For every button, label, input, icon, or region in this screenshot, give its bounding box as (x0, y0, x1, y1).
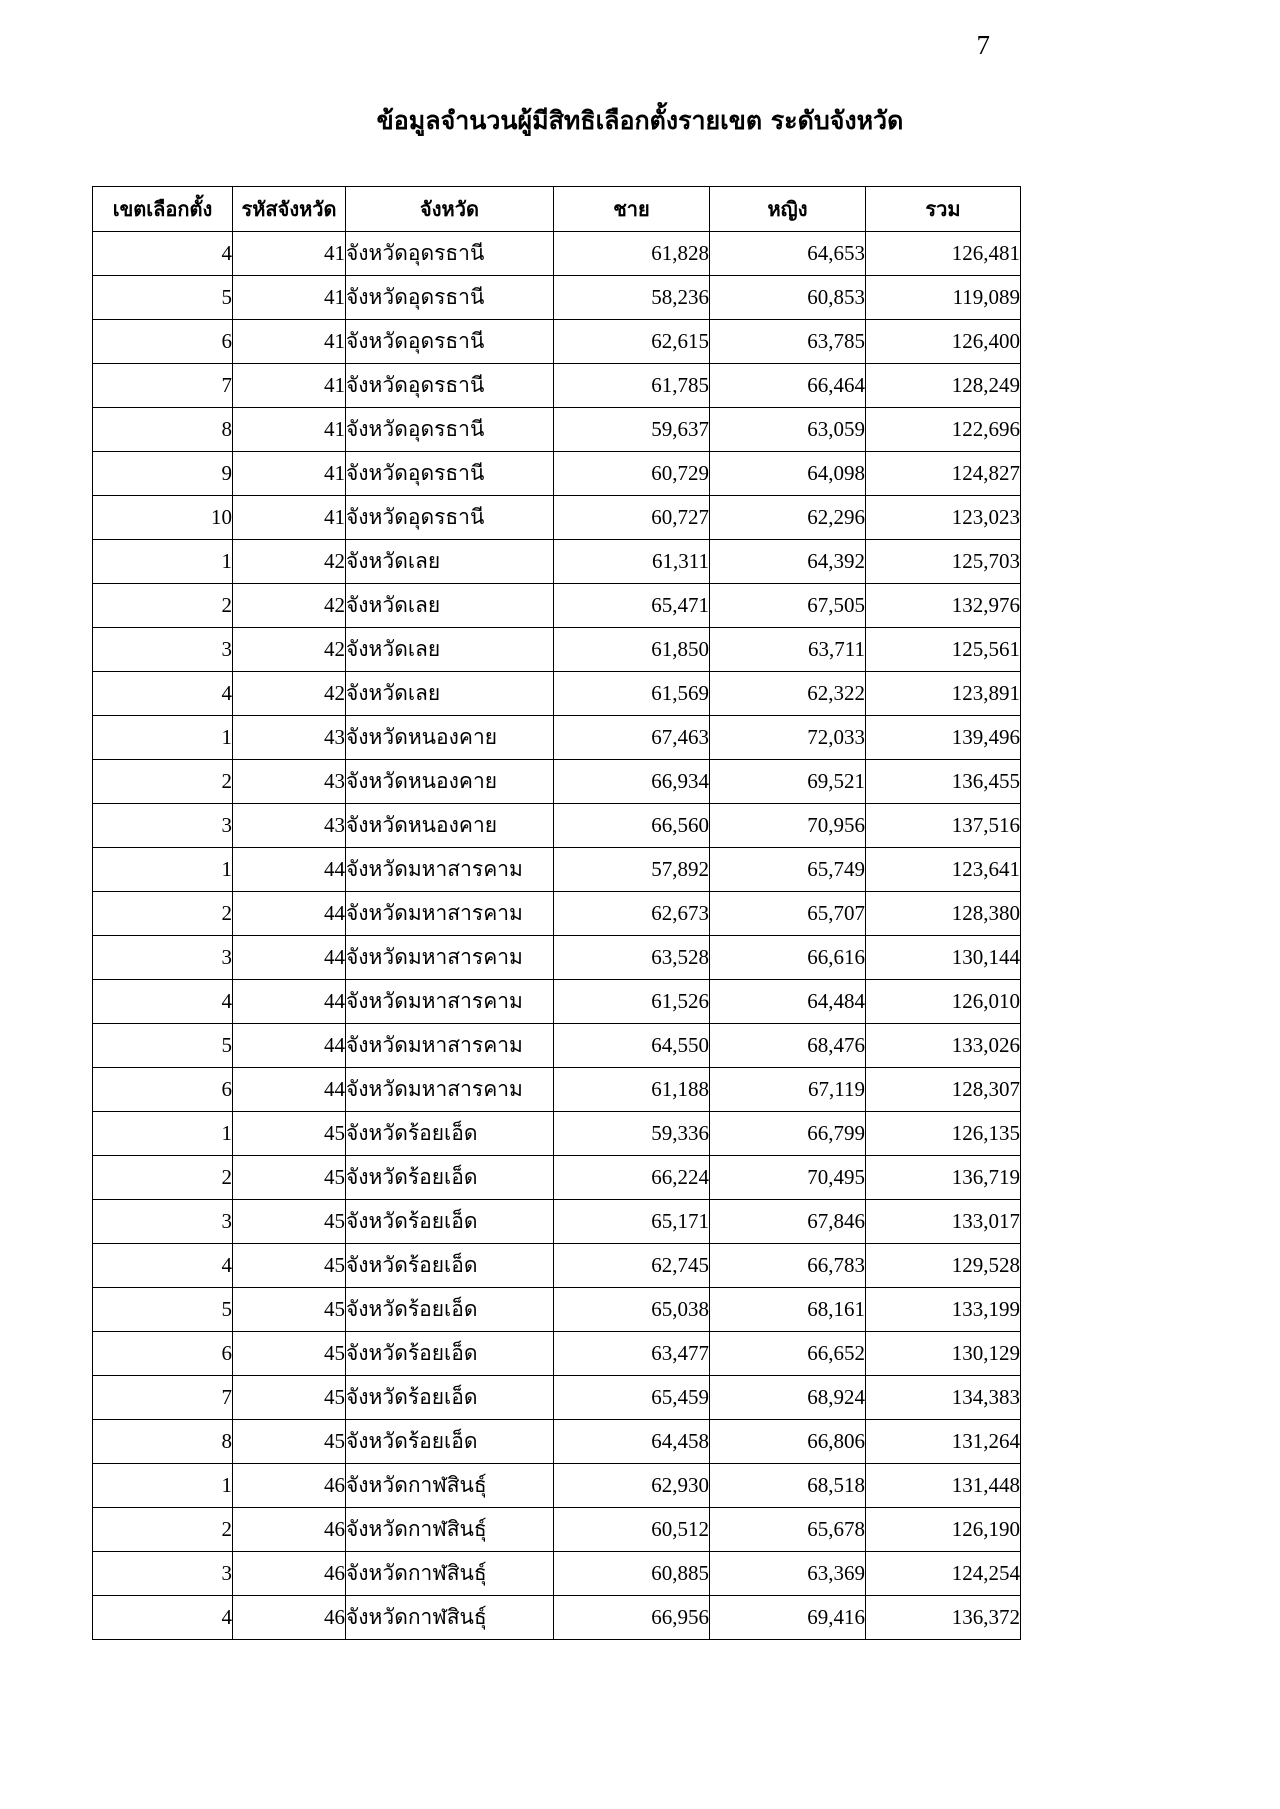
cell-province: จังหวัดอุดรธานี (346, 232, 554, 276)
table-body (93, 232, 1021, 1640)
table-row (93, 1508, 1021, 1552)
cell-total: 123,023 (866, 496, 1021, 540)
cell-total: 134,383 (866, 1376, 1021, 1420)
cell-district: 3 (93, 628, 233, 672)
cell-province: จังหวัดร้อยเอ็ด (346, 1376, 554, 1420)
cell-province: จังหวัดกาฬสินธุ์ (346, 1508, 554, 1552)
cell-province_code: 43 (233, 716, 346, 760)
cell-female: 63,369 (710, 1552, 866, 1596)
table-row (93, 584, 1021, 628)
cell-total: 128,249 (866, 364, 1021, 408)
table-row (93, 1112, 1021, 1156)
cell-province: จังหวัดอุดรธานี (346, 408, 554, 452)
table-row (93, 1024, 1021, 1068)
cell-district: 5 (93, 1288, 233, 1332)
cell-female: 66,806 (710, 1420, 866, 1464)
cell-district: 5 (93, 276, 233, 320)
cell-female: 64,392 (710, 540, 866, 584)
table-row (93, 1420, 1021, 1464)
cell-province: จังหวัดร้อยเอ็ด (346, 1288, 554, 1332)
cell-male: 60,512 (554, 1508, 710, 1552)
cell-district: 1 (93, 540, 233, 584)
cell-province: จังหวัดมหาสารคาม (346, 936, 554, 980)
cell-female: 62,296 (710, 496, 866, 540)
cell-male: 61,311 (554, 540, 710, 584)
table-row (93, 232, 1021, 276)
table-row (93, 364, 1021, 408)
cell-male: 61,850 (554, 628, 710, 672)
cell-female: 63,711 (710, 628, 866, 672)
cell-province_code: 45 (233, 1200, 346, 1244)
table-row (93, 540, 1021, 584)
cell-district: 4 (93, 1596, 233, 1640)
cell-total: 125,561 (866, 628, 1021, 672)
cell-district: 8 (93, 1420, 233, 1464)
table-row (93, 1464, 1021, 1508)
cell-district: 2 (93, 760, 233, 804)
cell-province: จังหวัดหนองคาย (346, 760, 554, 804)
cell-district: 4 (93, 980, 233, 1024)
cell-male: 60,727 (554, 496, 710, 540)
cell-province_code: 45 (233, 1156, 346, 1200)
cell-province_code: 45 (233, 1376, 346, 1420)
cell-total: 126,010 (866, 980, 1021, 1024)
cell-male: 61,188 (554, 1068, 710, 1112)
cell-male: 59,637 (554, 408, 710, 452)
cell-total: 126,481 (866, 232, 1021, 276)
cell-province: จังหวัดร้อยเอ็ด (346, 1332, 554, 1376)
cell-total: 123,891 (866, 672, 1021, 716)
cell-female: 64,098 (710, 452, 866, 496)
table-row (93, 892, 1021, 936)
cell-province_code: 41 (233, 232, 346, 276)
cell-female: 67,846 (710, 1200, 866, 1244)
cell-province_code: 44 (233, 980, 346, 1024)
cell-district: 6 (93, 320, 233, 364)
cell-male: 61,828 (554, 232, 710, 276)
table-row (93, 1244, 1021, 1288)
cell-female: 65,707 (710, 892, 866, 936)
page-title: ข้อมูลจำนวนผู้มีสิทธิเลือกตั้งรายเขต ระดับจังหวัด (376, 106, 904, 135)
table-row (93, 1156, 1021, 1200)
cell-province_code: 43 (233, 760, 346, 804)
cell-province: จังหวัดมหาสารคาม (346, 1024, 554, 1068)
cell-province: จังหวัดมหาสารคาม (346, 892, 554, 936)
cell-male: 62,673 (554, 892, 710, 936)
table-row (93, 1552, 1021, 1596)
cell-province: จังหวัดเลย (346, 672, 554, 716)
table-row (93, 408, 1021, 452)
cell-total: 119,089 (866, 276, 1021, 320)
cell-total: 130,144 (866, 936, 1021, 980)
cell-male: 65,471 (554, 584, 710, 628)
cell-female: 64,484 (710, 980, 866, 1024)
cell-female: 60,853 (710, 276, 866, 320)
cell-total: 132,976 (866, 584, 1021, 628)
cell-total: 136,719 (866, 1156, 1021, 1200)
cell-province: จังหวัดอุดรธานี (346, 364, 554, 408)
cell-province_code: 42 (233, 672, 346, 716)
cell-total: 129,528 (866, 1244, 1021, 1288)
column-header-province-code: รหัสจังหวัด (233, 187, 346, 232)
cell-district: 8 (93, 408, 233, 452)
cell-district: 4 (93, 232, 233, 276)
cell-total: 128,380 (866, 892, 1021, 936)
table-row (93, 716, 1021, 760)
cell-male: 66,956 (554, 1596, 710, 1640)
cell-district: 6 (93, 1068, 233, 1112)
cell-total: 126,400 (866, 320, 1021, 364)
cell-province: จังหวัดเลย (346, 584, 554, 628)
table-row (93, 760, 1021, 804)
cell-male: 65,171 (554, 1200, 710, 1244)
cell-district: 4 (93, 1244, 233, 1288)
cell-male: 62,930 (554, 1464, 710, 1508)
cell-province: จังหวัดอุดรธานี (346, 452, 554, 496)
cell-province_code: 45 (233, 1332, 346, 1376)
cell-province_code: 41 (233, 364, 346, 408)
cell-female: 66,464 (710, 364, 866, 408)
cell-male: 62,745 (554, 1244, 710, 1288)
cell-male: 61,526 (554, 980, 710, 1024)
cell-female: 63,059 (710, 408, 866, 452)
cell-female: 70,956 (710, 804, 866, 848)
cell-male: 64,550 (554, 1024, 710, 1068)
cell-district: 7 (93, 1376, 233, 1420)
cell-district: 10 (93, 496, 233, 540)
table-row (93, 1200, 1021, 1244)
cell-province_code: 46 (233, 1552, 346, 1596)
cell-female: 65,749 (710, 848, 866, 892)
cell-male: 61,569 (554, 672, 710, 716)
cell-female: 68,518 (710, 1464, 866, 1508)
table-row (93, 320, 1021, 364)
cell-province: จังหวัดหนองคาย (346, 716, 554, 760)
cell-province: จังหวัดอุดรธานี (346, 320, 554, 364)
cell-district: 3 (93, 1552, 233, 1596)
cell-district: 3 (93, 936, 233, 980)
cell-male: 64,458 (554, 1420, 710, 1464)
cell-male: 60,729 (554, 452, 710, 496)
cell-province_code: 45 (233, 1112, 346, 1156)
cell-province_code: 44 (233, 848, 346, 892)
column-header-female: หญิง (710, 187, 866, 232)
cell-female: 65,678 (710, 1508, 866, 1552)
table-row (93, 804, 1021, 848)
cell-total: 123,641 (866, 848, 1021, 892)
table-row (93, 496, 1021, 540)
column-header-male: ชาย (554, 187, 710, 232)
cell-district: 1 (93, 716, 233, 760)
cell-province_code: 41 (233, 276, 346, 320)
cell-province: จังหวัดร้อยเอ็ด (346, 1156, 554, 1200)
cell-female: 62,322 (710, 672, 866, 716)
cell-district: 7 (93, 364, 233, 408)
cell-district: 2 (93, 892, 233, 936)
cell-total: 122,696 (866, 408, 1021, 452)
column-header-total: รวม (866, 187, 1021, 232)
cell-female: 63,785 (710, 320, 866, 364)
cell-total: 125,703 (866, 540, 1021, 584)
cell-male: 63,477 (554, 1332, 710, 1376)
cell-province_code: 41 (233, 320, 346, 364)
cell-total: 124,827 (866, 452, 1021, 496)
cell-female: 69,521 (710, 760, 866, 804)
cell-male: 65,459 (554, 1376, 710, 1420)
table-row (93, 452, 1021, 496)
cell-total: 128,307 (866, 1068, 1021, 1112)
cell-male: 63,528 (554, 936, 710, 980)
voter-table-container (92, 186, 1020, 1640)
cell-province: จังหวัดร้อยเอ็ด (346, 1420, 554, 1464)
cell-district: 1 (93, 848, 233, 892)
cell-province_code: 43 (233, 804, 346, 848)
cell-total: 136,372 (866, 1596, 1021, 1640)
cell-district: 5 (93, 1024, 233, 1068)
cell-male: 62,615 (554, 320, 710, 364)
cell-province: จังหวัดกาฬสินธุ์ (346, 1596, 554, 1640)
cell-total: 126,135 (866, 1112, 1021, 1156)
page-number: 7 (976, 30, 990, 60)
cell-female: 66,652 (710, 1332, 866, 1376)
cell-total: 126,190 (866, 1508, 1021, 1552)
cell-male: 66,934 (554, 760, 710, 804)
cell-male: 66,560 (554, 804, 710, 848)
table-row (93, 276, 1021, 320)
cell-province_code: 44 (233, 1024, 346, 1068)
cell-province_code: 41 (233, 452, 346, 496)
table-row (93, 936, 1021, 980)
table-header-row (93, 187, 1021, 232)
cell-province: จังหวัดอุดรธานี (346, 496, 554, 540)
cell-female: 70,495 (710, 1156, 866, 1200)
cell-male: 58,236 (554, 276, 710, 320)
table-header (93, 187, 1021, 232)
cell-province: จังหวัดมหาสารคาม (346, 1068, 554, 1112)
cell-female: 66,616 (710, 936, 866, 980)
cell-district: 2 (93, 1508, 233, 1552)
cell-total: 139,496 (866, 716, 1021, 760)
cell-total: 130,129 (866, 1332, 1021, 1376)
cell-province_code: 42 (233, 584, 346, 628)
table-row (93, 980, 1021, 1024)
cell-province_code: 46 (233, 1596, 346, 1640)
cell-female: 68,924 (710, 1376, 866, 1420)
cell-district: 3 (93, 1200, 233, 1244)
cell-female: 68,161 (710, 1288, 866, 1332)
cell-province: จังหวัดกาฬสินธุ์ (346, 1552, 554, 1596)
cell-total: 137,516 (866, 804, 1021, 848)
cell-province_code: 45 (233, 1288, 346, 1332)
cell-district: 1 (93, 1112, 233, 1156)
cell-district: 1 (93, 1464, 233, 1508)
cell-female: 67,505 (710, 584, 866, 628)
table-row (93, 1068, 1021, 1112)
cell-female: 64,653 (710, 232, 866, 276)
cell-province_code: 41 (233, 496, 346, 540)
cell-province_code: 46 (233, 1464, 346, 1508)
table-row (93, 1376, 1021, 1420)
cell-district: 2 (93, 584, 233, 628)
cell-total: 131,264 (866, 1420, 1021, 1464)
column-header-district: เขตเลือกตั้ง (93, 187, 233, 232)
cell-province: จังหวัดเลย (346, 540, 554, 584)
cell-district: 2 (93, 1156, 233, 1200)
table-row (93, 672, 1021, 716)
cell-province_code: 41 (233, 408, 346, 452)
cell-province: จังหวัดร้อยเอ็ด (346, 1244, 554, 1288)
cell-total: 131,448 (866, 1464, 1021, 1508)
cell-male: 60,885 (554, 1552, 710, 1596)
table-row (93, 848, 1021, 892)
cell-province_code: 44 (233, 1068, 346, 1112)
cell-male: 66,224 (554, 1156, 710, 1200)
cell-female: 66,799 (710, 1112, 866, 1156)
cell-total: 133,199 (866, 1288, 1021, 1332)
cell-province_code: 42 (233, 540, 346, 584)
cell-province: จังหวัดอุดรธานี (346, 276, 554, 320)
voter-statistics-table (92, 186, 1021, 1640)
cell-district: 3 (93, 804, 233, 848)
cell-female: 69,416 (710, 1596, 866, 1640)
cell-male: 59,336 (554, 1112, 710, 1156)
cell-total: 136,455 (866, 760, 1021, 804)
cell-male: 67,463 (554, 716, 710, 760)
cell-total: 133,026 (866, 1024, 1021, 1068)
cell-province: จังหวัดร้อยเอ็ด (346, 1112, 554, 1156)
cell-province: จังหวัดมหาสารคาม (346, 980, 554, 1024)
table-row (93, 1288, 1021, 1332)
cell-female: 66,783 (710, 1244, 866, 1288)
cell-province_code: 45 (233, 1244, 346, 1288)
cell-female: 68,476 (710, 1024, 866, 1068)
table-row (93, 628, 1021, 672)
cell-province: จังหวัดหนองคาย (346, 804, 554, 848)
cell-province_code: 46 (233, 1508, 346, 1552)
table-row (93, 1596, 1021, 1640)
cell-province: จังหวัดกาฬสินธุ์ (346, 1464, 554, 1508)
cell-total: 124,254 (866, 1552, 1021, 1596)
cell-district: 9 (93, 452, 233, 496)
cell-district: 4 (93, 672, 233, 716)
cell-male: 61,785 (554, 364, 710, 408)
cell-province: จังหวัดร้อยเอ็ด (346, 1200, 554, 1244)
cell-province_code: 44 (233, 892, 346, 936)
cell-male: 65,038 (554, 1288, 710, 1332)
cell-total: 133,017 (866, 1200, 1021, 1244)
cell-province: จังหวัดมหาสารคาม (346, 848, 554, 892)
cell-female: 67,119 (710, 1068, 866, 1112)
cell-female: 72,033 (710, 716, 866, 760)
cell-province: จังหวัดเลย (346, 628, 554, 672)
column-header-province: จังหวัด (346, 187, 554, 232)
cell-province_code: 45 (233, 1420, 346, 1464)
cell-province_code: 42 (233, 628, 346, 672)
cell-province_code: 44 (233, 936, 346, 980)
cell-male: 57,892 (554, 848, 710, 892)
table-row (93, 1332, 1021, 1376)
cell-district: 6 (93, 1332, 233, 1376)
